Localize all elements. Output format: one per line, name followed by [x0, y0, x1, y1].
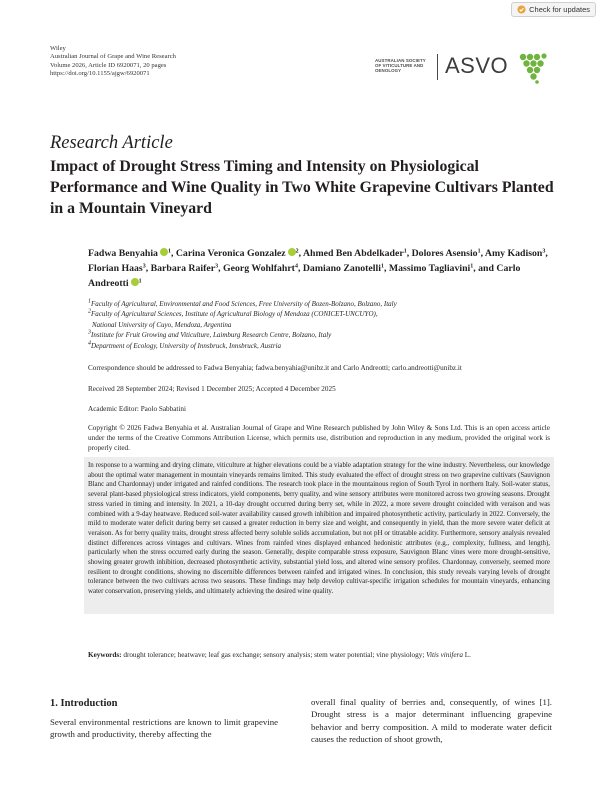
publisher-name: Wiley	[50, 45, 66, 52]
author-affiliation-number: 1	[403, 248, 407, 255]
copyright-notice: Copyright © 2026 Fadwa Benyahia et al. Australian Journal of Grape and Wine Research published by John Wiley & Sons Ltd. This is an open access article under the terms of the Creative Commons Attribution License, which permits use, distribution and reproduction in any medium, provided the original work is properly cited.	[88, 424, 550, 452]
journal-name: Australian Journal of Grape and Wine Research	[50, 53, 176, 61]
author-name: Carlo Andreotti	[88, 263, 521, 289]
abstract-box	[84, 457, 554, 614]
author	[303, 248, 407, 259]
author-name: Barbara Raifer	[150, 263, 216, 274]
author	[88, 248, 171, 259]
keywords-text: drought tolerance; heatwave; leaf gas exchange; sensory analysis; stem water potential; vine physiology;	[123, 651, 425, 659]
affiliation-text: Department of Ecology, University of Innsbruck, Innsbruck, Austria	[91, 341, 282, 350]
affiliation-item	[88, 299, 548, 309]
author-name: Carina Veronica Gonzalez	[175, 248, 286, 259]
author-name: Ahmed Ben Abdelkader	[302, 248, 404, 259]
affiliation-item	[88, 330, 548, 340]
grape-cluster-icon	[517, 50, 547, 84]
keywords-label: Keywords:	[88, 651, 122, 659]
author	[151, 263, 218, 274]
affiliation-text: Faculty of Agricultural Sciences, Institute of Agricultural Biology of Mendoza (CONICET-UNCUYO),	[91, 310, 378, 319]
check-for-updates-button[interactable]	[511, 2, 596, 17]
author	[389, 263, 473, 274]
author	[485, 248, 545, 259]
author-affiliation-number: 3	[215, 263, 219, 270]
author	[412, 248, 481, 259]
affiliation-text-continued: National University of Cuyo, Mendoza, Argentina	[92, 320, 232, 329]
affiliation-item	[88, 309, 548, 319]
journal-volume: Volume 2026, Article ID 6920071, 20 pages	[50, 61, 167, 69]
introduction-heading: 1. Introduction	[50, 698, 118, 709]
abstract-text: In response to a warming and drying climate, viticulture at higher elevations could be a viable adaptation strategy for the wine industry. Nevertheless, our knowledge about the optimal water management in mountain vineyards remains limited. This study evaluated the effect of drought stress on two grapevine cultivars (Sauvignon Blanc and Chardonnay) under irrigated and rainfed conditions. The research took place in the mountainous region of South Tyrol in northern Italy. Soil-water status, several plant-based physiological stress indicators, yield components, berry quality, and wine sensory attributes were monitored across two growing seasons. Drought stress varied in timing and intensity. In 2021, a 10-day drought occurred during berry set, while in 2022, a more severe drought coincided with veraison and was combined with a 9-day heatwave. Reduced soil-water availability caused growth inhibition and impaired photosynthetic activity, particularly in 2022. Conversely, the mild to moderate water deficit during berry set caused a greater reduction in berry size and weight, and consequently in yield, than the more severe water deficit at veraison. As for berry quality traits, drought stress affected berry soluble solids accumulation, but not pH or titratable acidity. Furthermore, sensory analysis revealed distinct differences across vintages and cultivars. Wines from rainfed vines displayed enhanced hedonistic attributes (e.g., complexity, fullness, and length), particularly when the stress occurred early during the season. Generally, despite comparable stress exposure, Sauvignon Blanc vines were more drought-sensitive, showing greater growth inhibition, decreased photosynthetic activity, substantial yield loss, and altered wine sensory profiles. Chardonnay, conversely, seemed more resilient to drought conditions, showing no discernible differences between rainfed and irrigated wines. In conclusion, this study reveals varying levels of drought tolerance between the two cultivars across two seasons. These findings may help develop cultivar-specific irrigation schedules for mountain vineyards, enhancing water conservation, preserving yields, and ultimately achieving the desired wine quality.	[88, 461, 550, 596]
author-name: Florian Haas	[88, 263, 143, 274]
check-updates-icon	[517, 5, 526, 14]
affiliation-list	[88, 299, 548, 351]
author-and: and	[478, 263, 494, 274]
author	[303, 263, 384, 274]
affiliation-text: Faculty of Agricultural, Environmental and Food Sciences, Free University of Bozen-Bolzano, Bolzano, Italy	[91, 300, 397, 308]
keywords-species: Vitis vinifera	[426, 651, 463, 659]
introduction-left-column: Several environmental restrictions are known to limit grapevine growth and productivity, thereby affecting the	[50, 717, 278, 740]
affiliation-number: 2	[88, 308, 91, 315]
author-list: Fadwa Benyahia $^1$, Carina Veronica Gonzalez $^2$, Ahmed Ben Abdelkader$^1$, Dolores Asensio$^1$, Amy Kadison$^3$, Florian Haas$^3$, Barbara Raifer$^3$, Georg Wohlfahrt$^4$, Damiano Zanotelli$^1$, Massimo Tagliavini$^1$, and Carlo Andreotti $^1$	[88, 248, 548, 289]
article-dates: Received 28 September 2024; Revised 1 December 2025; Accepted 4 December 2025	[88, 385, 336, 393]
affiliation-item	[88, 341, 548, 351]
logo-divider	[437, 54, 438, 80]
author-name: Massimo Tagliavini	[388, 263, 471, 274]
author-name: Georg Wohlfahrt	[223, 263, 295, 274]
keywords-suffix: L.	[464, 651, 471, 659]
affiliation-number: 4	[88, 340, 91, 347]
author-affiliation-number: 1	[167, 248, 171, 255]
affiliation-number: 1	[88, 298, 91, 305]
journal-doi-link[interactable]: https://doi.org/10.1155/ajgw/6920071	[50, 69, 150, 77]
author-affiliation-number: 2	[295, 248, 299, 255]
author	[88, 263, 146, 274]
article-type: Research Article	[50, 133, 173, 153]
author-affiliation-number: 3	[542, 248, 546, 255]
society-name: AUSTRALIAN SOCIETY OF VITICULTURE AND OENOLOGY	[375, 58, 426, 73]
author-name: Damiano Zanotelli	[302, 263, 381, 274]
author-name: Fadwa Benyahia	[88, 248, 158, 259]
correspondence: Correspondence should be addressed to Fadwa Benyahia; fadwa.benyahia@unibz.it and Carlo Andreotti; carlo.andreotti@unibz.it	[88, 364, 462, 372]
check-updates-label: Check for updates	[529, 5, 590, 14]
author	[176, 248, 299, 259]
asvo-acronym: ASVO	[445, 53, 509, 78]
orcid-icon[interactable]	[288, 248, 296, 256]
author-affiliation-number: 3	[142, 263, 146, 270]
affiliation-text: Institute for Fruit Growing and Viticulture, Laimburg Research Centre, Bolzano, Italy	[91, 331, 332, 340]
orcid-icon[interactable]	[131, 278, 139, 286]
affiliation-number: 3	[88, 329, 91, 336]
orcid-icon[interactable]	[160, 248, 168, 256]
journal-meta	[50, 45, 176, 78]
asvo-logo	[375, 46, 551, 86]
introduction-right-column: overall final quality of berries and, consequently, of wines [1]. Drought stress is a major determinant influencing grapevine behavior and berry composition. A mild to moderate water deficit causes the reduction of shoot growth,	[311, 697, 552, 744]
author-affiliation-number: 4	[294, 263, 298, 270]
author-affiliation-number: 1	[138, 278, 142, 285]
author	[223, 263, 298, 274]
academic-editor: Academic Editor: Paolo Sabbatini	[88, 405, 187, 413]
article-title: Impact of Drought Stress Timing and Intensity on Physiological Performance and Wine Quality in Two White Grapevine Cultivars Planted in a Mountain Vineyard	[50, 158, 554, 217]
author-name: Dolores Asensio	[411, 248, 478, 259]
author-affiliation-number: 1	[470, 263, 474, 270]
keywords	[88, 650, 550, 660]
author-name: Amy Kadison	[484, 248, 543, 259]
author-affiliation-number: 1	[380, 263, 384, 270]
author-affiliation-number: 1	[477, 248, 481, 255]
